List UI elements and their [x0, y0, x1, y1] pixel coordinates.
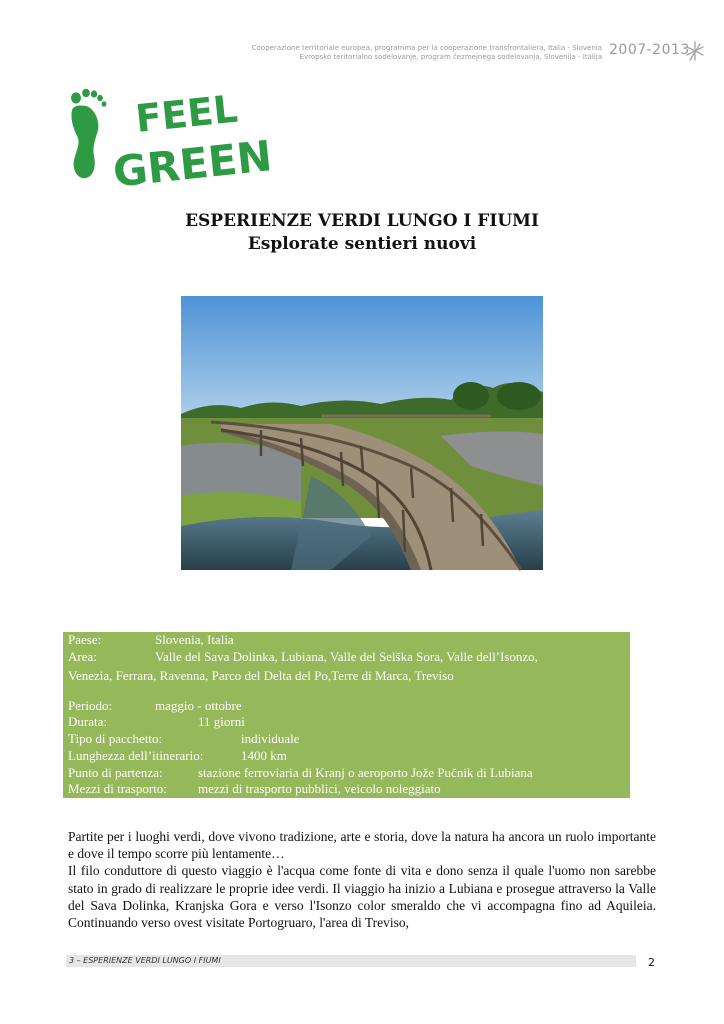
trip-info-box	[63, 632, 630, 798]
programme-caption-it: Cooperazione territoriale europea, programma per la cooperazione transfrontaliera, Italia - Slovenia	[251, 44, 602, 52]
wooden-boardwalk-photo	[181, 296, 543, 570]
body-paragraph-2: Il filo conduttore di questo viaggio è l'acqua come fonte di vita e dono senza il quale l'uomo non sarebbe stato in grado di realizzare le proprie idee verdi. Il viaggio ha inizio a Lubiana e prosegue attraverso la Valle del Sava Dolinka, Kranjska Gora e verso l'Isonzo color smeraldo che vi accompagna fino ad Aquileia. Continuando verso ovest visitate Portogruaro, l'area di Treviso,	[68, 863, 656, 931]
durata-value: 11 giorni	[198, 714, 245, 729]
title-line-1: ESPERIENZE VERDI LUNGO I FIUMI	[185, 211, 539, 231]
area-value: Valle del Sava Dolinka, Lubiana, Valle del Selška Sora, Valle dell’Isonzo,	[155, 649, 538, 664]
body-text	[68, 828, 656, 931]
logo-word-green: GREEN	[110, 131, 275, 197]
footer-section-title: 3 – ESPERIENZE VERDI LUNGO I FIUMI	[69, 956, 221, 965]
durata-label: Durata:	[68, 714, 107, 729]
tipo-value: individuale	[241, 731, 300, 746]
document-title	[0, 210, 724, 256]
programme-caption-sl: Evropsko teritorialno sodelovanje, program čezmejnega sodelovanja, Slovenija - Italija	[299, 53, 602, 61]
title-line-2: Esplorate sentieri nuovi	[247, 234, 477, 254]
programme-years: 2007-2013	[609, 42, 690, 58]
paese-value: Slovenia, Italia	[155, 632, 234, 647]
footprint-icon	[71, 89, 106, 178]
body-paragraph-1: Partite per i luoghi verdi, dove vivono tradizione, arte e storia, dove la natura ha ancora un ruolo importante e dove il tempo scorre più lentamente…	[68, 829, 656, 862]
page-number: 2	[648, 956, 655, 969]
mezzi-label: Mezzi di trasporto:	[68, 781, 167, 796]
lunghezza-label: Lunghezza dell’itinerario:	[68, 748, 204, 763]
area-value-continued: Venezia, Ferrara, Ravenna, Parco del Delta del Po,Terre di Marca, Treviso	[68, 668, 454, 683]
partenza-value: stazione ferroviaria di Kranj o aeroporto Jože Pučnik di Lubiana	[198, 765, 533, 780]
paese-label: Paese:	[68, 632, 102, 647]
periodo-value: maggio - ottobre	[155, 698, 242, 713]
mezzi-value: mezzi di trasporto pubblici, veicolo noleggiato	[198, 781, 441, 796]
lunghezza-value: 1400 km	[241, 748, 287, 763]
info-row-paese	[68, 632, 101, 648]
partenza-label: Punto di partenza:	[68, 765, 163, 780]
star-icon	[684, 40, 706, 62]
area-label: Area:	[68, 649, 97, 664]
periodo-label: Periodo:	[68, 698, 113, 713]
tipo-label: Tipo di pacchetto:	[68, 731, 163, 746]
logo-word-feel: FEEL	[133, 86, 240, 141]
programme-caption	[182, 44, 602, 62]
feel-green-logo	[66, 86, 275, 197]
